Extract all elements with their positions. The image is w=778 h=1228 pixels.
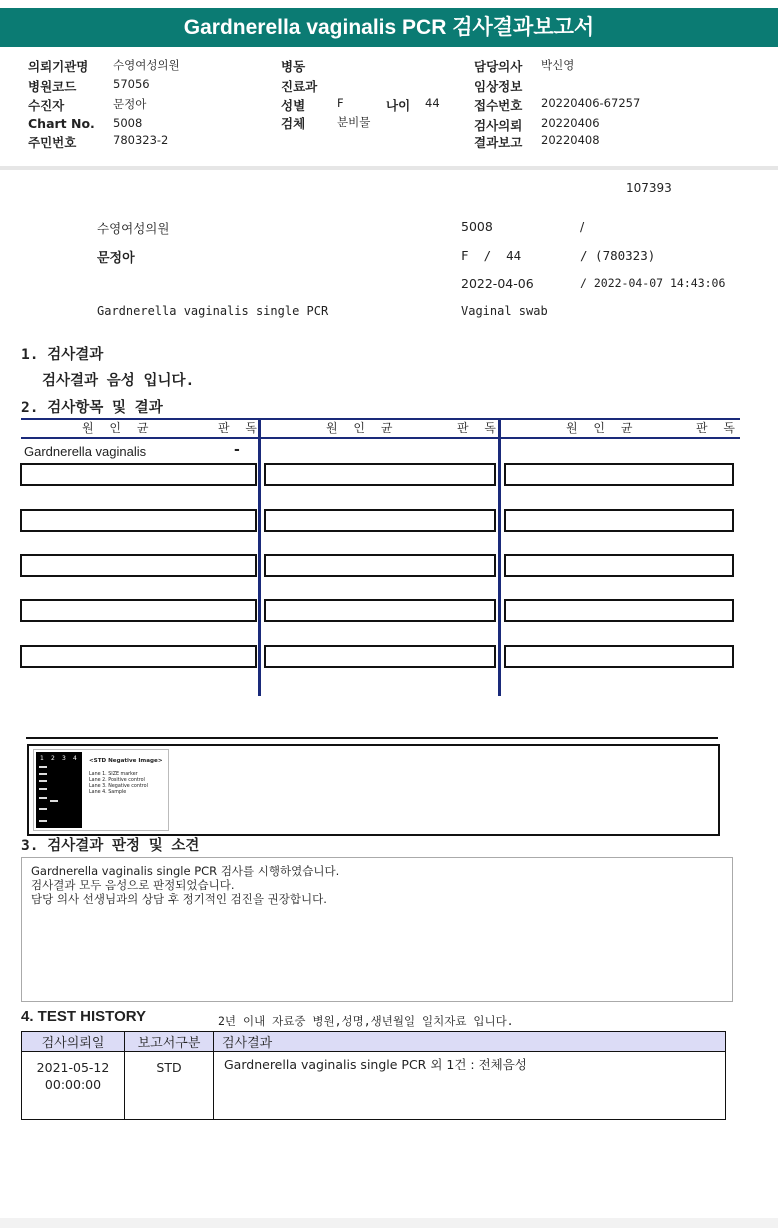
grid-header-rule <box>21 437 740 439</box>
gel-band <box>39 820 47 822</box>
gel-legend-line: Lane 3. Negative control <box>89 784 148 789</box>
summary-separator: / <box>580 219 585 234</box>
header-label-chart-no: Chart No. <box>28 116 95 131</box>
result-item-name: Gardnerella vaginalis <box>24 444 147 459</box>
result-box <box>264 463 496 486</box>
grid-header-pathogen-2: 원 인 균 <box>326 421 399 435</box>
summary-chart-no: 5008 <box>461 219 493 234</box>
history-cell-date <box>22 1052 125 1120</box>
history-cell-type: STD <box>125 1052 214 1120</box>
history-col-type: 보고서구분 <box>125 1032 214 1052</box>
result-box <box>20 599 257 622</box>
opinion-line: Gardnerella vaginalis single PCR 검사를 시행하였습니다. <box>31 864 340 878</box>
grid-header-judgement-3: 판 독 <box>696 421 741 435</box>
header-value-report-date: 20220408 <box>541 133 600 147</box>
header-value-hospital-code: 57056 <box>113 77 150 91</box>
opinion-line: 담당 의사 선생님과의 상담 후 정기적인 검진을 권장합니다. <box>31 892 327 906</box>
result-box <box>264 599 496 622</box>
gel-lane-label: 1 <box>40 755 44 762</box>
gel-legend-line: Lane 2. Positive control <box>89 778 145 783</box>
grid-header-judgement-2: 판 독 <box>457 421 502 435</box>
history-header-row <box>22 1032 726 1052</box>
history-date: 2021-05-12 <box>36 1060 110 1075</box>
gel-lane-label: 3 <box>62 755 66 762</box>
table-row <box>22 1052 726 1120</box>
header-value-specimen: 분비물 <box>337 115 371 129</box>
header-divider <box>0 166 778 170</box>
result-box <box>264 554 496 577</box>
gel-legend-line: Lane 4. Sample <box>89 790 127 795</box>
gel-band <box>39 788 47 790</box>
header-value-receipt-no: 20220406-67257 <box>541 96 641 110</box>
grid-divider-2 <box>498 418 501 696</box>
gel-image-frame <box>27 744 720 836</box>
summary-request-date: 2022-04-06 <box>461 276 534 291</box>
summary-specimen: Vaginal swab <box>461 304 548 318</box>
gel-lane-label: 2 <box>51 755 55 762</box>
gel-photo <box>36 752 82 828</box>
header-label-resident-no: 주민번호 <box>28 135 77 150</box>
header-label-institution: 의뢰기관명 <box>28 59 89 74</box>
header-label-hospital-code: 병원코드 <box>28 79 77 94</box>
result-box <box>504 554 734 577</box>
header-value-request-date: 20220406 <box>541 116 600 130</box>
history-table <box>21 1031 726 1120</box>
history-note: 2년 이내 자료중 병원,성명,생년월일 일치자료 입니다. <box>218 1014 514 1028</box>
gel-band <box>39 773 47 775</box>
report-number: 107393 <box>626 181 672 195</box>
section4-heading: 4. TEST HISTORY <box>21 1008 147 1025</box>
gel-image-thumbnail <box>33 749 169 831</box>
history-cell-result: Gardnerella vaginalis single PCR 외 1건 : 전체음성 <box>214 1052 726 1120</box>
header-label-clinical-info: 임상정보 <box>474 79 523 94</box>
header-label-department: 진료과 <box>281 79 318 94</box>
header-value-chart-no: 5008 <box>113 116 143 130</box>
summary-patient-name: 문정아 <box>97 251 135 266</box>
section3-heading: 3. 검사결과 판정 및 소견 <box>21 838 200 854</box>
gel-legend-line: Lane 1. SIZE marker <box>89 772 138 777</box>
header-label-receipt-no: 접수번호 <box>474 98 523 113</box>
gel-image-title: <STD Negative Image> <box>89 758 163 764</box>
header-value-patient: 문정아 <box>113 97 147 111</box>
gel-band <box>39 797 47 799</box>
header-value-institution: 수영여성의원 <box>113 58 180 72</box>
result-box <box>504 645 734 668</box>
gel-band <box>39 766 47 768</box>
header-value-age: 44 <box>425 96 440 110</box>
gel-band <box>50 800 58 802</box>
gel-band <box>39 780 47 782</box>
header-value-resident-no: 780323-2 <box>113 133 169 147</box>
opinion-line: 검사결과 모두 음성으로 판정되었습니다. <box>31 878 235 892</box>
header-label-report-date: 결과보고 <box>474 135 523 150</box>
history-col-result: 검사결과 <box>214 1032 726 1052</box>
summary-report-datetime: / 2022-04-07 14:43:06 <box>580 276 726 290</box>
history-time: 00:00:00 <box>44 1077 102 1092</box>
header-value-sex: F <box>337 96 344 110</box>
grid-header-pathogen-3: 원 인 균 <box>566 421 639 435</box>
result-box <box>504 599 734 622</box>
result-box <box>20 554 257 577</box>
section1-result: 검사결과 음성 입니다. <box>42 373 195 389</box>
result-box <box>264 509 496 532</box>
header-label-sex: 성별 <box>281 98 306 113</box>
history-col-date: 검사의뢰일 <box>22 1032 125 1052</box>
grid-divider-1 <box>258 418 261 696</box>
summary-birthdate: / (780323) <box>580 248 656 263</box>
header-label-age: 나이 <box>386 98 411 113</box>
result-box <box>504 509 734 532</box>
gel-rule <box>26 737 718 739</box>
header-label-ward: 병동 <box>281 59 306 74</box>
report-title: Gardnerella vaginalis PCR 검사결과보고서 <box>0 8 778 47</box>
result-box <box>20 509 257 532</box>
header-label-specimen: 검체 <box>281 116 306 131</box>
gel-lane-label: 4 <box>73 755 77 762</box>
result-item-judgement: - <box>234 442 240 458</box>
summary-hospital: 수영여성의원 <box>97 221 170 236</box>
grid-header-judgement-1: 판 독 <box>218 421 263 435</box>
header-label-doctor: 담당의사 <box>474 59 523 74</box>
header-label-patient: 수진자 <box>28 98 65 113</box>
section2-heading: 2. 검사항목 및 결과 <box>21 400 163 416</box>
header-value-doctor: 박신영 <box>541 58 575 72</box>
summary-test-name: Gardnerella vaginalis single PCR <box>97 304 329 318</box>
gel-band <box>39 808 47 810</box>
grid-header-pathogen-1: 원 인 균 <box>82 421 155 435</box>
result-box <box>20 645 257 668</box>
opinion-box <box>21 857 733 1002</box>
summary-sex-age: F / 44 <box>461 248 522 263</box>
result-box <box>20 463 257 486</box>
section1-heading: 1. 검사결과 <box>21 347 104 363</box>
header-label-request-date: 검사의뢰 <box>474 118 523 133</box>
result-box <box>264 645 496 668</box>
result-box <box>504 463 734 486</box>
